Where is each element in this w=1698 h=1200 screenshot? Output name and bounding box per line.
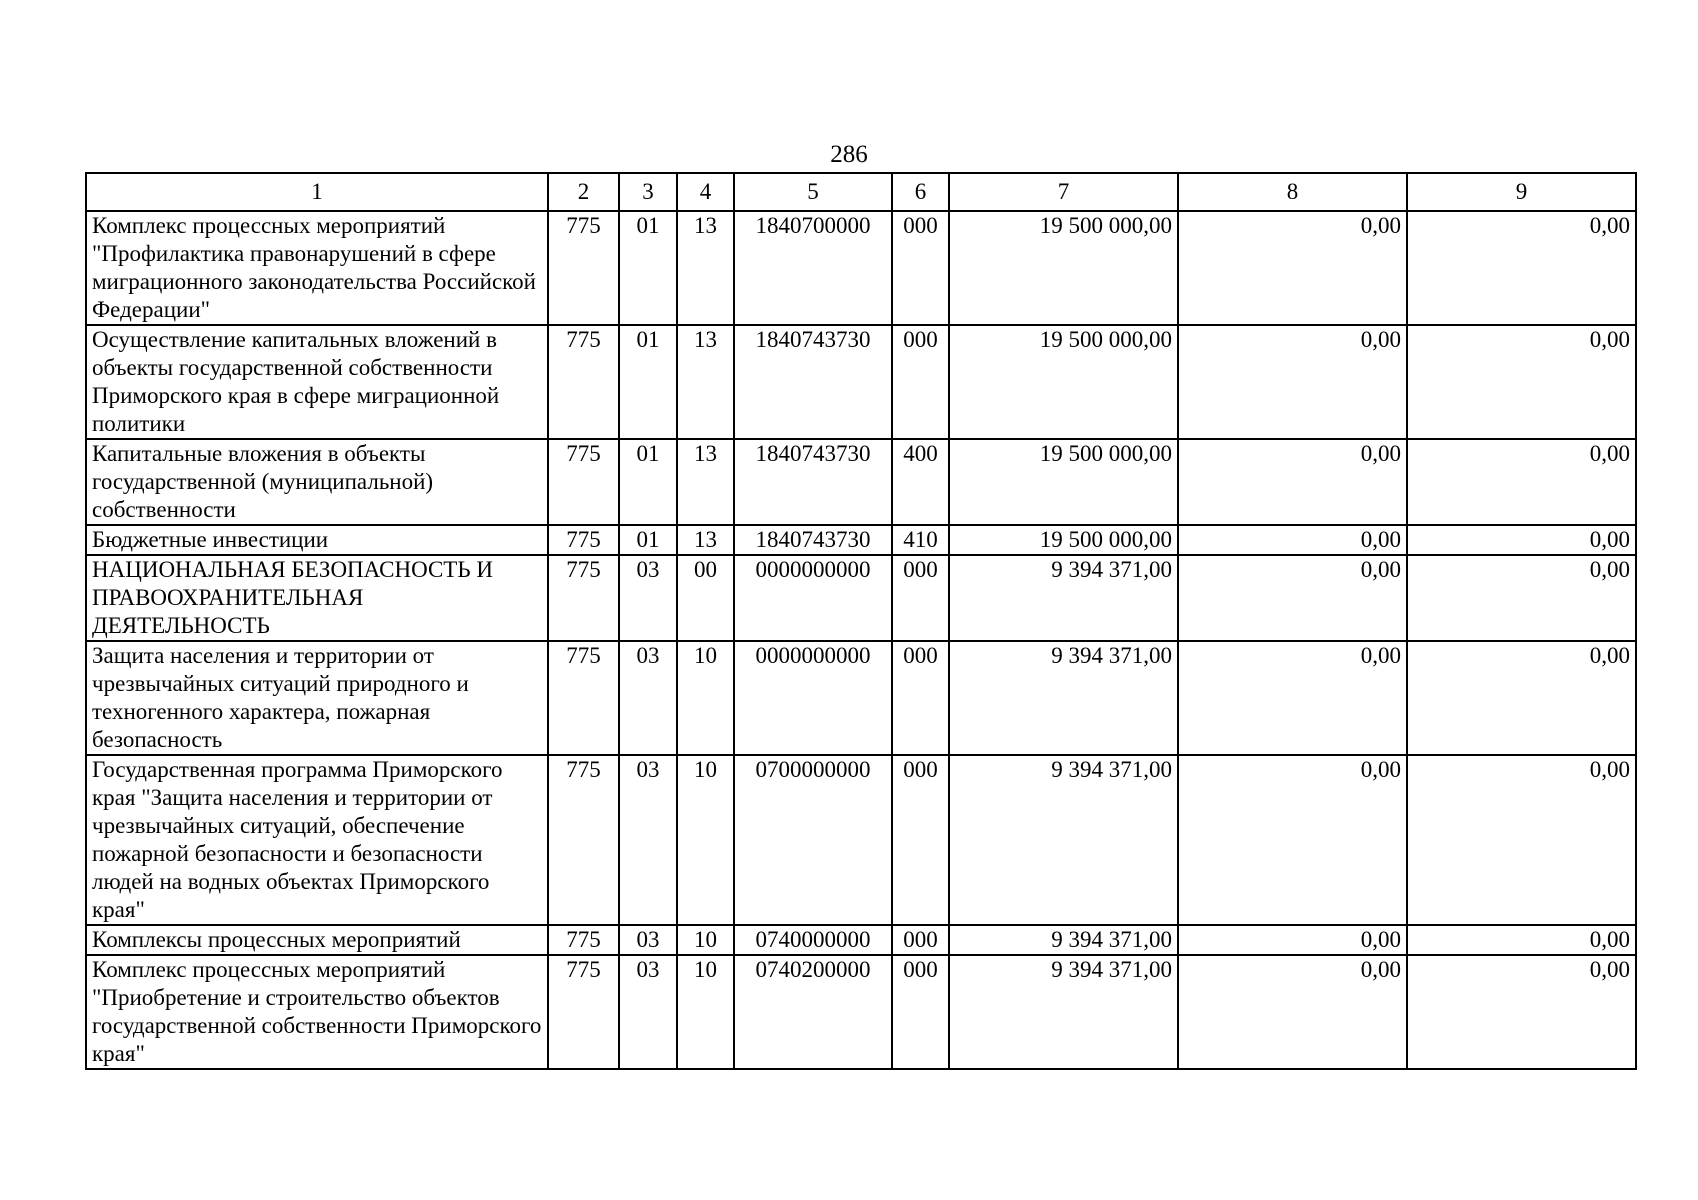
row-col-2: 775 — [548, 525, 619, 555]
row-col-7: 9 394 371,00 — [949, 555, 1178, 641]
row-col-5: 0000000000 — [734, 555, 892, 641]
row-col-6: 000 — [892, 555, 949, 641]
header-cell-7: 7 — [949, 173, 1178, 211]
row-col-8: 0,00 — [1178, 525, 1407, 555]
table-row — [86, 439, 1636, 525]
row-col-8: 0,00 — [1178, 211, 1407, 325]
header-cell-4: 4 — [677, 173, 734, 211]
row-col-5: 1840700000 — [734, 211, 892, 325]
header-cell-6: 6 — [892, 173, 949, 211]
row-col-6: 000 — [892, 755, 949, 925]
header-cell-2: 2 — [548, 173, 619, 211]
header-cell-1: 1 — [86, 173, 548, 211]
row-col-7: 19 500 000,00 — [949, 525, 1178, 555]
row-col-6: 000 — [892, 925, 949, 955]
row-col-4: 13 — [677, 525, 734, 555]
row-col-2: 775 — [548, 555, 619, 641]
row-col-2: 775 — [548, 755, 619, 925]
row-col-4: 00 — [677, 555, 734, 641]
row-col-4: 10 — [677, 755, 734, 925]
row-col-8: 0,00 — [1178, 641, 1407, 755]
row-col-7: 9 394 371,00 — [949, 755, 1178, 925]
row-col-4: 13 — [677, 325, 734, 439]
row-col-4: 10 — [677, 641, 734, 755]
row-col-2: 775 — [548, 955, 619, 1069]
row-col-3: 01 — [619, 211, 677, 325]
row-col-4: 10 — [677, 955, 734, 1069]
table-row — [86, 555, 1636, 641]
row-name: Комплексы процессных мероприятий — [86, 925, 548, 955]
row-col-4: 13 — [677, 439, 734, 525]
row-col-5: 0740000000 — [734, 925, 892, 955]
row-col-8: 0,00 — [1178, 439, 1407, 525]
row-col-9: 0,00 — [1407, 641, 1636, 755]
row-name: Защита населения и территории от чрезвычайных ситуаций природного и техногенного характера, пожарная безопасность — [86, 641, 548, 755]
row-name: Капитальные вложения в объекты государственной (муниципальной) собственности — [86, 439, 548, 525]
row-col-8: 0,00 — [1178, 925, 1407, 955]
row-col-8: 0,00 — [1178, 555, 1407, 641]
table-row — [86, 755, 1636, 925]
row-col-6: 000 — [892, 211, 949, 325]
row-col-9: 0,00 — [1407, 325, 1636, 439]
row-col-3: 03 — [619, 925, 677, 955]
table-row — [86, 211, 1636, 325]
row-col-6: 400 — [892, 439, 949, 525]
table-row — [86, 925, 1636, 955]
row-col-2: 775 — [548, 439, 619, 525]
table-row — [86, 955, 1636, 1069]
row-col-3: 01 — [619, 325, 677, 439]
row-col-5: 1840743730 — [734, 325, 892, 439]
row-col-5: 0000000000 — [734, 641, 892, 755]
row-col-9: 0,00 — [1407, 955, 1636, 1069]
row-name: Государственная программа Приморского края "Защита населения и территории от чрезвычайных ситуаций, обеспечение пожарной безопасности и безопасности людей на водных объектах Приморского края" — [86, 755, 548, 925]
row-col-3: 01 — [619, 525, 677, 555]
header-row — [86, 173, 1636, 211]
table-row — [86, 525, 1636, 555]
row-col-9: 0,00 — [1407, 925, 1636, 955]
row-col-6: 410 — [892, 525, 949, 555]
row-col-2: 775 — [548, 325, 619, 439]
row-col-5: 0700000000 — [734, 755, 892, 925]
row-col-7: 9 394 371,00 — [949, 925, 1178, 955]
row-col-9: 0,00 — [1407, 211, 1636, 325]
row-col-7: 19 500 000,00 — [949, 325, 1178, 439]
row-col-4: 10 — [677, 925, 734, 955]
row-col-3: 03 — [619, 755, 677, 925]
row-col-7: 19 500 000,00 — [949, 439, 1178, 525]
row-col-6: 000 — [892, 641, 949, 755]
row-col-7: 9 394 371,00 — [949, 641, 1178, 755]
row-col-6: 000 — [892, 325, 949, 439]
budget-table — [85, 172, 1637, 1070]
row-col-8: 0,00 — [1178, 325, 1407, 439]
row-col-5: 0740200000 — [734, 955, 892, 1069]
table-row — [86, 325, 1636, 439]
row-col-9: 0,00 — [1407, 525, 1636, 555]
row-col-3: 03 — [619, 555, 677, 641]
header-cell-3: 3 — [619, 173, 677, 211]
row-col-7: 19 500 000,00 — [949, 211, 1178, 325]
row-col-3: 03 — [619, 955, 677, 1069]
row-col-2: 775 — [548, 641, 619, 755]
header-cell-9: 9 — [1407, 173, 1636, 211]
row-col-8: 0,00 — [1178, 755, 1407, 925]
row-name: Бюджетные инвестиции — [86, 525, 548, 555]
row-col-9: 0,00 — [1407, 439, 1636, 525]
row-col-2: 775 — [548, 925, 619, 955]
row-col-5: 1840743730 — [734, 525, 892, 555]
row-name: НАЦИОНАЛЬНАЯ БЕЗОПАСНОСТЬ И ПРАВООХРАНИТЕЛЬНАЯ ДЕЯТЕЛЬНОСТЬ — [86, 555, 548, 641]
row-col-4: 13 — [677, 211, 734, 325]
table-row — [86, 641, 1636, 755]
row-col-8: 0,00 — [1178, 955, 1407, 1069]
header-cell-8: 8 — [1178, 173, 1407, 211]
row-name: Комплекс процессных мероприятий "Приобретение и строительство объектов государственной собственности Приморского края" — [86, 955, 548, 1069]
page-number: 286 — [830, 141, 868, 168]
row-col-7: 9 394 371,00 — [949, 955, 1178, 1069]
row-col-2: 775 — [548, 211, 619, 325]
row-col-5: 1840743730 — [734, 439, 892, 525]
row-col-3: 03 — [619, 641, 677, 755]
row-col-9: 0,00 — [1407, 555, 1636, 641]
row-col-6: 000 — [892, 955, 949, 1069]
row-name: Осуществление капитальных вложений в объекты государственной собственности Приморского края в сфере миграционной политики — [86, 325, 548, 439]
row-col-9: 0,00 — [1407, 755, 1636, 925]
header-cell-5: 5 — [734, 173, 892, 211]
row-col-3: 01 — [619, 439, 677, 525]
row-name: Комплекс процессных мероприятий "Профилактика правонарушений в сфере миграционного законодательства Российской Федерации" — [86, 211, 548, 325]
